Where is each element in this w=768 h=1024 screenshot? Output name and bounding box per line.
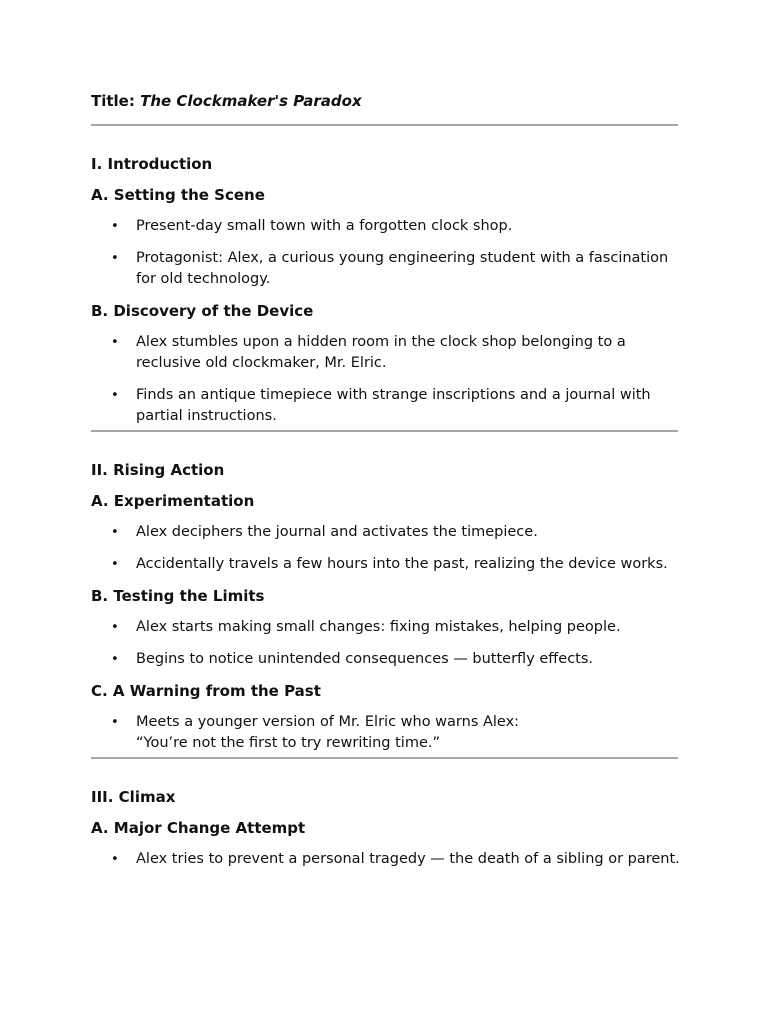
section-heading: II. Rising Action bbox=[91, 461, 225, 479]
section-heading: I. Introduction bbox=[91, 155, 213, 173]
document-title bbox=[91, 90, 677, 112]
list-item bbox=[91, 216, 681, 237]
subsection-heading: B. Discovery of the Device bbox=[91, 302, 314, 320]
bullet-list bbox=[91, 332, 677, 427]
list-item-text: Protagonist: Alex, a curious young engineering student with a fascination for old technology. bbox=[136, 250, 669, 287]
list-item bbox=[91, 385, 681, 427]
list-item-text: Alex tries to prevent a personal tragedy — the death of a sibling or parent. bbox=[136, 851, 680, 867]
bullet-icon: • bbox=[111, 525, 119, 540]
list-item-text: Finds an antique timepiece with strange inscriptions and a journal with partial instructions. bbox=[136, 387, 651, 424]
list-item-text: Meets a younger version of Mr. Elric who warns Alex: “You’re not the first to try rewriting time.” bbox=[136, 714, 520, 751]
list-item-text: Accidentally travels a few hours into the past, realizing the device works. bbox=[136, 556, 668, 572]
bullet-icon: • bbox=[111, 557, 119, 572]
bullet-icon: • bbox=[111, 620, 119, 635]
list-item bbox=[91, 617, 681, 638]
bullet-icon: • bbox=[111, 715, 119, 730]
subsection-heading: C. A Warning from the Past bbox=[91, 682, 321, 700]
list-item-text: Alex stumbles upon a hidden room in the clock shop belonging to a reclusive old clockmaker, Mr. Elric. bbox=[136, 334, 626, 371]
bullet-icon: • bbox=[111, 652, 119, 667]
bullet-icon: • bbox=[111, 335, 119, 350]
bullet-icon: • bbox=[111, 219, 119, 234]
title-prefix: Title: bbox=[91, 92, 135, 110]
bullet-icon: • bbox=[111, 852, 119, 867]
subsection-heading: A. Experimentation bbox=[91, 492, 255, 510]
outline-section bbox=[91, 787, 680, 870]
list-item bbox=[91, 649, 681, 670]
bullet-icon: • bbox=[111, 251, 119, 266]
bullet-list bbox=[91, 216, 677, 290]
list-item bbox=[91, 332, 681, 374]
list-item-text: Alex deciphers the journal and activates the timepiece. bbox=[136, 524, 538, 540]
list-item bbox=[91, 554, 681, 575]
bullet-list bbox=[91, 849, 680, 870]
subsection-heading: B. Testing the Limits bbox=[91, 587, 265, 605]
section-divider bbox=[91, 430, 678, 432]
list-item bbox=[91, 712, 681, 754]
title-divider bbox=[91, 124, 678, 126]
section-heading: III. Climax bbox=[91, 788, 176, 806]
list-item bbox=[91, 522, 681, 543]
bullet-list bbox=[91, 522, 677, 575]
bullet-list bbox=[91, 712, 677, 754]
outline-section bbox=[91, 460, 677, 754]
outline-section bbox=[91, 154, 677, 427]
outline-body bbox=[91, 154, 680, 870]
subsection-heading: A. Major Change Attempt bbox=[91, 819, 306, 837]
list-item-text: Present-day small town with a forgotten clock shop. bbox=[136, 218, 513, 234]
bullet-list bbox=[91, 617, 677, 670]
list-item-text: Alex starts making small changes: fixing mistakes, helping people. bbox=[136, 619, 621, 635]
list-item bbox=[91, 248, 681, 290]
list-item-text: Begins to notice unintended consequences — butterfly effects. bbox=[136, 651, 594, 667]
title-text: The Clockmaker's Paradox bbox=[140, 92, 362, 110]
list-item bbox=[91, 849, 681, 870]
section-divider bbox=[91, 757, 678, 759]
bullet-icon: • bbox=[111, 388, 119, 403]
subsection-heading: A. Setting the Scene bbox=[91, 186, 265, 204]
